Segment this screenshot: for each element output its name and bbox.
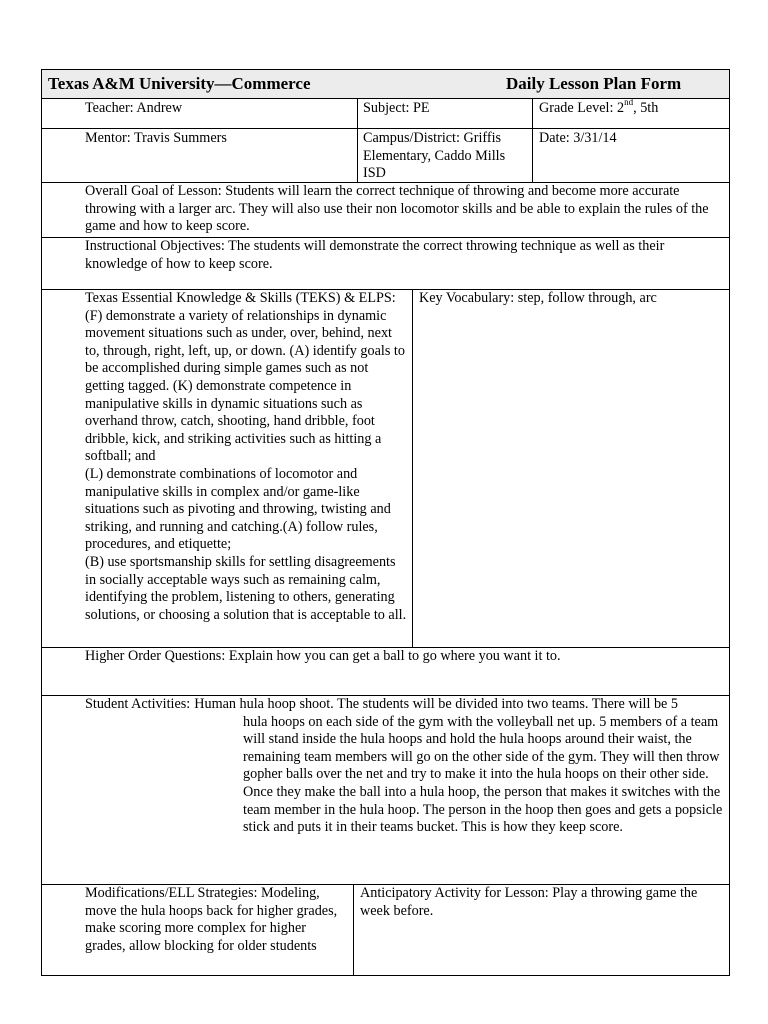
higher-order-questions-text: Higher Order Questions: Explain how you can get a ball to go where you want it to. (85, 648, 561, 664)
activity-line: hula hoops on each side of the gym with the volleyball net up. 5 members of a team (243, 713, 719, 730)
activity-line: will stand inside the hula hoops and hold the hula hoops around their waist, the (243, 731, 692, 748)
higher-order-questions-row (42, 647, 729, 695)
campus-district-field: Campus/District: Griffis Elementary, Caddo Mills ISD (357, 129, 532, 182)
teks-elps-text: Texas Essential Knowledge & Skills (TEKS) & ELPS: (F) demonstrate a variety of relationships in dynamic movement situations such as under, over, behind, next to, through, right, left, up, or down. (A) identify goals to be accomplished during simple games such as not getting tagged. (K) demonstrate competence in manipulative skills in dynamic situations such as overhand throw, catch, shooting, hand dribble, foot dribble, kick, and striking activities such as hitting a softball; and (L) demonstrate combinations of locomotor and manipulative skills in complex and/or game-like situations such as pivoting and throwing, twisting and striking, and running and catching.(A) follow rules, procedures, and etiquette; (B) use sportsmanship skills for settling disagreements in socially acceptable ways such as remaining calm, identifying the problem, listening to others, generating solutions, or choosing a solution that is acceptable to all. (85, 290, 407, 623)
mentor-row (42, 128, 729, 182)
lesson-plan-form (41, 69, 730, 976)
grade-level-field (532, 99, 729, 128)
instructional-objectives-row (42, 237, 729, 289)
modifications-row (42, 884, 729, 975)
anticipatory-activity-text: Anticipatory Activity for Lesson: Play a throwing game the week before. (353, 885, 729, 975)
date-field: Date: 3/31/14 (532, 129, 729, 182)
mentor-field: Mentor: Travis Summers (85, 130, 227, 146)
student-activities-label: Student Activities: (85, 696, 191, 712)
student-activities-cell (42, 696, 729, 884)
activity-line: team member in the hula hoop. The person in the hoop then goes and gets a popsicle (243, 801, 723, 818)
teacher-row (42, 98, 729, 128)
activity-line: gopher balls over the net and try to make it into the hula hoops on their other side. (243, 766, 709, 783)
university-name: Texas A&M University—Commerce (48, 74, 311, 94)
grade-level-prefix: Grade Level: 2 (539, 100, 625, 116)
activity-line: Once they make the ball into a hula hoop, the person that makes it switches with the (243, 783, 721, 800)
modifications-ell-text: Modifications/ELL Strategies: Modeling, move the hula hoops back for higher grades, make scoring more complex for higher grades, allow blocking for older students (85, 885, 338, 954)
student-activities-body (85, 714, 723, 837)
activity-line: stick and puts it in their teams bucket. This is how they keep score. (243, 819, 623, 836)
key-vocabulary-text: Key Vocabulary: step, follow through, arc (412, 290, 729, 647)
overall-goal-text: Overall Goal of Lesson: Students will learn the correct technique of throwing and become more accurate throwing with a larger arc. They will also use their non locomotor skills and be able to explain the rules of the game and how to keep score. (85, 183, 709, 235)
student-activities-intro: Human hula hoop shoot. The students will be divided into two teams. There will be 5 (194, 696, 678, 712)
teks-row (42, 289, 729, 647)
activity-line: remaining team members will go on the other side of the gym. They will then throw (243, 748, 720, 765)
student-activities-first-line (85, 696, 723, 714)
form-header (42, 70, 729, 98)
student-activities-row (42, 695, 729, 884)
overall-goal-row (42, 182, 729, 237)
grade-level-suffix: , 5th (633, 100, 659, 116)
teacher-field: Teacher: Andrew (85, 100, 183, 116)
form-title: Daily Lesson Plan Form (506, 74, 682, 94)
grade-level-superscript: nd (624, 97, 634, 108)
subject-field: Subject: PE (357, 99, 532, 128)
instructional-objectives-text: Instructional Objectives: The students will demonstrate the correct throwing technique as well as their knowledge of how to keep score. (85, 238, 665, 272)
